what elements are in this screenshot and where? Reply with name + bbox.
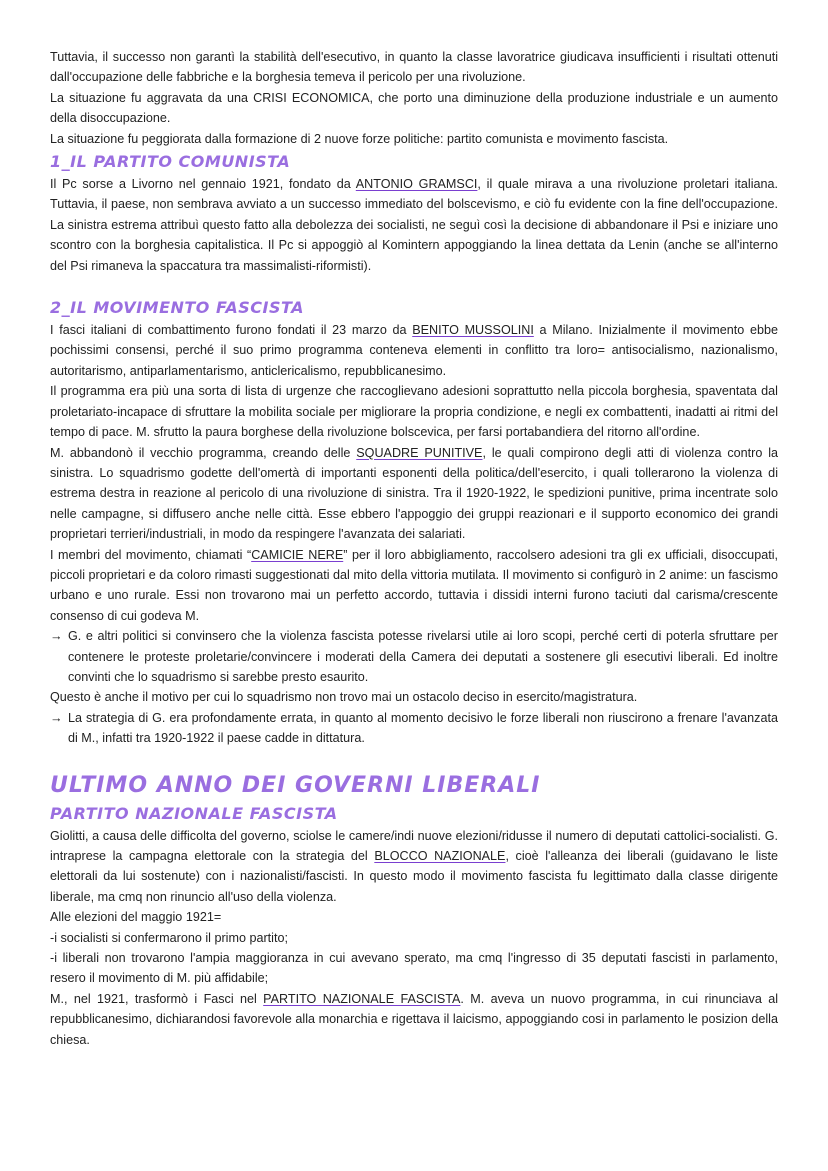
keyword-camicie-nere: CAMICIE NERE bbox=[251, 547, 344, 562]
intro-paragraph-2: La situazione fu aggravata da una CRISI ECONOMICA, che porto una diminuzione della produzione industriale e un aumento della disoccupazione. bbox=[50, 90, 778, 126]
keyword-partito-nazionale-fascista: PARTITO NAZIONALE FASCISTA bbox=[263, 991, 461, 1006]
section-3-paragraph-2: Alle elezioni del maggio 1921= bbox=[50, 910, 222, 925]
section-3-paragraph-5: M., nel 1921, trasformò i Fasci nel PARTITO NAZIONALE FASCISTA. M. aveva un nuovo programma, in cui rinunciava al repubblicanesimo, dichiarandosi favorevole alla monarchia e rigettava il laicismo, appoggiando cosi in parlamento le posizion della chiesa. bbox=[50, 991, 779, 1047]
section-2-paragraph-4: I membri del movimento, chiamati “CAMICIE NERE” per il loro abbigliamento, raccolsero adesioni tra gli ex ufficiali, disoccupati, piccoli proprietari e da coloro rimasti suggestionati dal mito della vittoria mutilata. Il movimento si configurò in 2 anime: un fascismo urbano e uno rurale. Essi non trovarono mai un perfetto accordo, tuttavia i dissidi interni furono taciuti dal carisma/crescente consenso di cui godeva M. bbox=[50, 547, 778, 623]
keyword-squadre-punitive: SQUADRE PUNITIVE bbox=[356, 445, 483, 460]
intro-paragraph-3: La situazione fu peggiorata dalla formazione di 2 nuove forze politiche: partito comunista e movimento fascista. bbox=[50, 131, 669, 146]
section-3-heading: ULTIMO ANNO DEI GOVERNI LIBERALI bbox=[50, 772, 541, 798]
arrow-right-icon: → bbox=[50, 629, 63, 644]
section-1-paragraph-1: Il Pc sorse a Livorno nel gennaio 1921, fondato da ANTONIO GRAMSCI, il quale mirava a una rivoluzione proletari italiana. Tuttavia, il paese, non sembrava avviato a un successo immediato del bolscevismo, e ciò fu evidente con la fine dell'occupazione. La sinistra estrema attribuì questo fatto alla debolezza dei socialisti, ne seguì così la decisione di abbandonare il Psi e iniziare uno scontro con la borghesia capitalistica. Il Pc si appoggiò al Komintern appoggiando la linea dettata da Lenin (anche se all'interno del Psi rimaneva la spaccatura tra massimalisti-riformisti). bbox=[50, 177, 779, 273]
section-1-heading: 1_IL PARTITO COMUNISTA bbox=[50, 152, 291, 172]
section-2-paragraph-3: M. abbandonò il vecchio programma, creando delle SQUADRE PUNITIVE, le quali compirono degli atti di violenza contro la sinistra. Lo squadrismo godette dell'omertà di importanti esponenti della politica/dell'esercito, i quali tollerarono la violenza di estrema destra in reazione al pericolo di una rivoluzione di sinistra. Tra il 1920-1922, le spedizioni punitive, prima incentrate solo nelle campagne, si diffusero anche nelle città. Esse ebbero l'appoggio dei gruppi reazionari e il supporto economico dei grandi proprietari terrieri/industriali, in modo da respingere l'avanzata dei salariati. bbox=[50, 445, 779, 542]
section-3-paragraph-4: -i liberali non trovarono l'ampia maggioranza in cui avevano sperato, ma cmq l'ingresso di 35 deputati fascisti in parlamento, resero il movimento di M. più affidabile; bbox=[50, 951, 778, 986]
section-2-paragraph-2: Il programma era più una sorta di lista di urgenze che raccoglievano adesioni soprattutto nella piccola borghesia, spaventata dal proletariato-incapace di sfruttare la mobilita sociale per migliorare la propria condizione, e negli ex combattenti, inadatti ai ritmi del tempo di pace. M. sfrutto la paura borghese della rivoluzione bolscevica, per farsi portabandiera del ritorno all'ordine. bbox=[50, 384, 778, 440]
section-2-paragraph-1: I fasci italiani di combattimento furono fondati il 23 marzo da BENITO MUSSOLINI a Milano. Inizialmente il movimento ebbe pochissimi consensi, perché il suo primo programma conteneva elementi in conflitto tra loro= antisocialismo, nazionalismo, autoritarismo, antiparlamentarismo, anticlericalismo, repubblicanesimo. bbox=[50, 323, 778, 378]
section-3-paragraph-3: -i socialisti si confermarono il primo partito; bbox=[50, 930, 288, 945]
keyword-antonio-gramsci: ANTONIO GRAMSCI bbox=[355, 177, 478, 192]
section-3-subheading: PARTITO NAZIONALE FASCISTA bbox=[50, 803, 338, 823]
section-2-heading: 2_IL MOVIMENTO FASCISTA bbox=[50, 298, 305, 318]
keyword-benito-mussolini: BENITO MUSSOLINI bbox=[412, 323, 534, 338]
keyword-blocco-nazionale: BLOCCO NAZIONALE bbox=[374, 849, 506, 863]
section-2-paragraph-5: Questo è anche il motivo per cui lo squadrismo non trovo mai un ostacolo deciso in esercito/magistratura. bbox=[50, 690, 638, 705]
arrow-right-icon: → bbox=[50, 710, 63, 725]
section-3-paragraph-1: Giolitti, a causa delle difficolta del governo, sciolse le camere/indi nuove elezioni/ridusse il numero di deputati cattolici-socialisti. G. intraprese la campagna elettorale con la strategia del BLOCCO NAZIONALE, cioè l'alleanza dei liberali (guidavano le liste elettorali da lui sostenute) con i nazionalisti/fascisti. In questo modo il movimento fascista fu legittimato dalla classe dirigente liberale, ma cmq non rinuncio all'uso della violenza. bbox=[50, 828, 778, 904]
intro-paragraph-1: Tuttavia, il successo non garantì la stabilità dell'esecutivo, in quanto la classe lavoratrice giudicava insufficienti i risultati ottenuti dall'occupazione delle fabbriche e la borghesia temeva il pericolo per una rivoluzione. bbox=[50, 50, 778, 85]
arrow-note-1: → G. e altri politici si convinsero che la violenza fascista potesse rivelarsi utile ai loro scopi, perché certi di poterla sfruttare per contenere le proteste proletarie/convincere i moderati della Camera dei deputati a sostenere gli esecutivi liberali. Ed inoltre convinti che lo squadrismo si sarebbe presto esaurito. bbox=[50, 626, 778, 687]
arrow-note-2: → La strategia di G. era profondamente errata, in quanto al momento decisivo le forze liberali non riuscirono a frenare l'avanzata di M., infatti tra 1920-1922 il paese cadde in dittatura. bbox=[50, 708, 778, 749]
